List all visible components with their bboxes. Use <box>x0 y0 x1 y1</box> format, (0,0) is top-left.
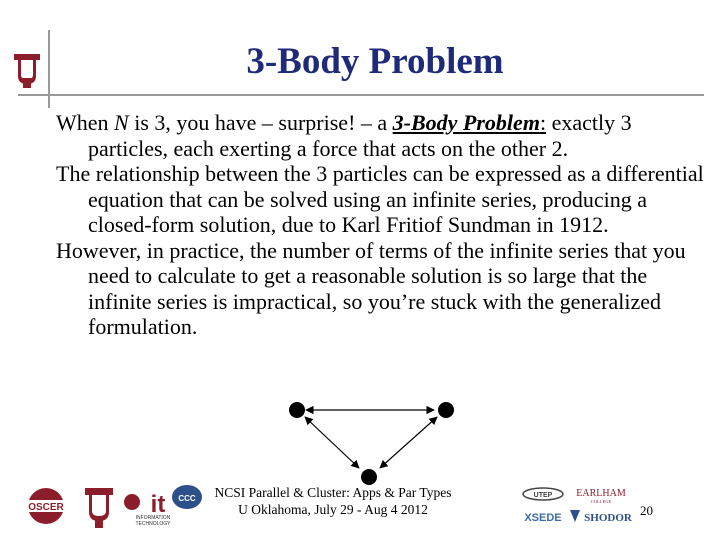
paragraph-3: However, in practice, the number of terms of the infinite series that you need to calculate to get a reasonable solution is so large that the infinite series is impractical, so you’re stuck with the generalized formulation. <box>56 237 686 339</box>
para1-text-b: is 3, you have – surprise! – a <box>128 110 393 135</box>
para1-text-a: When <box>56 110 115 135</box>
it-text: it <box>150 491 166 518</box>
particle-2 <box>438 402 454 418</box>
footer-caption <box>198 484 468 518</box>
earlham-shodor-logo-icon <box>566 486 636 526</box>
footer-line-1: NCSI Parallel & Cluster: Apps & Par Types <box>214 485 452 500</box>
ou-footer-logo-icon <box>82 484 116 530</box>
force-arrow-right <box>380 417 437 468</box>
title-horizontal-rule <box>18 94 704 96</box>
para1-n-variable: N <box>114 110 129 135</box>
force-arrow-left <box>305 417 359 468</box>
it-sub1: INFORMATION <box>135 515 171 521</box>
ccc-text: CCC <box>178 494 196 503</box>
three-body-diagram <box>270 390 470 490</box>
utep-text: UTEP <box>533 492 553 499</box>
particle-3 <box>361 469 377 485</box>
paragraph-2: The relationship between the 3 particles can be expressed as a differential equation that can be solved using an infinite series, producing a closed-form solution, due to Karl Fritiof Sundman in 1912. <box>56 161 704 237</box>
footer-line-2: U Oklahoma, July 29 - Aug 4 2012 <box>238 502 428 517</box>
oscer-text: OSCER <box>28 502 64 513</box>
shodor-text: SHODOR <box>584 512 632 524</box>
slide-body <box>56 110 706 340</box>
para1-colon: : <box>539 110 547 135</box>
earlham-sub: COLLEGE <box>590 499 612 504</box>
utep-xsede-logo-icon <box>518 486 568 526</box>
it-sub2: TECHNOLOGY <box>135 521 171 526</box>
xsede-text: XSEDE <box>524 512 562 524</box>
particle-1 <box>289 402 305 418</box>
page-number: 20 <box>640 503 653 518</box>
paragraph-1 <box>56 110 706 161</box>
slide-title: 3-Body Problem <box>246 41 504 82</box>
oscer-logo-icon <box>16 486 76 526</box>
para1-text-c: exactly 3 particles, each exerting a force that acts on the other 2. <box>88 110 632 161</box>
para1-term: 3-Body Problem <box>392 110 540 135</box>
earlham-text: EARLHAM <box>576 488 626 499</box>
